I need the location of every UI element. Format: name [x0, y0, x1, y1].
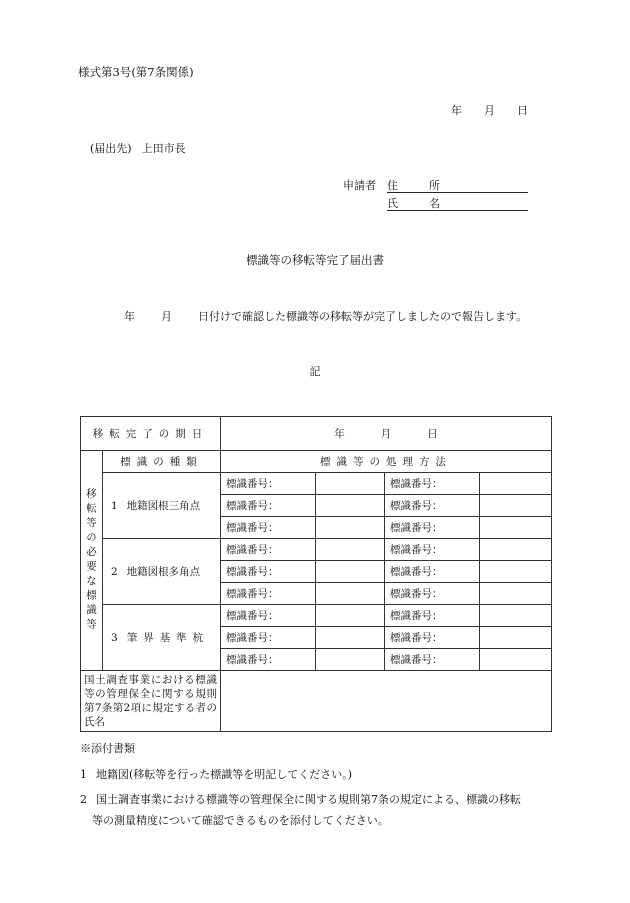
- marker-number-input[interactable]: [480, 561, 552, 583]
- name-field[interactable]: [387, 195, 528, 211]
- date-month: 月: [484, 104, 495, 117]
- completion-date-value[interactable]: [221, 417, 552, 451]
- recipient-label: (届出先): [90, 142, 132, 155]
- completion-year: 年: [334, 428, 345, 440]
- marker-number-label: 標識番号：: [385, 517, 480, 539]
- marker-number-input[interactable]: [480, 539, 552, 561]
- category-3: 3 筆界基準杭: [103, 605, 221, 671]
- marker-number-label: 標識番号：: [221, 605, 316, 627]
- marker-number-input[interactable]: [316, 517, 385, 539]
- marker-number-label: 標識番号：: [221, 495, 316, 517]
- marker-number-label: 標識番号：: [385, 495, 480, 517]
- submission-date: [429, 102, 528, 118]
- marker-number-input[interactable]: [480, 583, 552, 605]
- marker-number-input[interactable]: [480, 649, 552, 671]
- category-2: 2 地籍図根多角点: [103, 539, 221, 605]
- attachment-item-2: 2 国土調査事業における標識等の管理保全に関する規則第7条の規定による、標識の移転: [80, 793, 521, 806]
- responsible-person-input[interactable]: [221, 671, 552, 732]
- address-field[interactable]: [387, 177, 528, 193]
- date-year: 年: [451, 104, 462, 117]
- marker-number-input[interactable]: [480, 627, 552, 649]
- completion-day: 日: [427, 428, 438, 440]
- form-number: 様式第3号(第7条関係): [78, 65, 194, 79]
- attachment-item-1: 1 地籍図(移転等を行った標識等を明記してください。): [80, 768, 353, 781]
- vertical-label: 移転等の必要な標識等: [81, 451, 103, 671]
- marker-number-input[interactable]: [316, 473, 385, 495]
- marker-number-label: 標識番号：: [221, 649, 316, 671]
- marker-number-label: 標識番号：: [385, 583, 480, 605]
- marker-number-input[interactable]: [480, 495, 552, 517]
- body-year: 年: [124, 310, 135, 323]
- marker-number-input[interactable]: [316, 605, 385, 627]
- marker-number-input[interactable]: [316, 561, 385, 583]
- marker-number-label: 標識番号：: [221, 473, 316, 495]
- ki-heading: 記: [309, 365, 321, 378]
- attachment-item-2-cont: 等の測量精度について確認できるものを添付してください。: [92, 814, 389, 827]
- marker-number-label: 標識番号：: [385, 473, 480, 495]
- marker-number-label: 標識番号：: [385, 539, 480, 561]
- marker-number-input[interactable]: [480, 473, 552, 495]
- marker-table: [80, 416, 552, 732]
- body-month: 月: [161, 310, 172, 323]
- marker-number-label: 標識番号：: [221, 539, 316, 561]
- marker-number-label: 標識番号：: [385, 649, 480, 671]
- marker-number-label: 標識番号：: [385, 627, 480, 649]
- marker-number-input[interactable]: [316, 627, 385, 649]
- completion-month: 月: [380, 428, 392, 440]
- attachments-title: ※添付書類: [80, 742, 135, 755]
- recipient-value: 上田市長: [141, 142, 186, 155]
- type-header: 標識の種類: [103, 451, 221, 473]
- body-text: [124, 308, 527, 324]
- applicant-role: 申請者: [343, 179, 376, 192]
- responsible-person-label: 国土調査事業における標識等の管理保全に関する規則第7条第2項に規定する者の氏名: [81, 671, 221, 732]
- category-1: 1 地籍図根三角点: [103, 473, 221, 539]
- marker-number-input[interactable]: [480, 517, 552, 539]
- document-title: 標識等の移転等完了届出書: [246, 253, 384, 267]
- marker-number-label: 標識番号：: [385, 561, 480, 583]
- address-label: 住 所: [387, 179, 450, 192]
- method-header: 標識等の処理方法: [221, 451, 552, 473]
- date-day: 日: [517, 104, 528, 117]
- body-rest: 日付けで確認した標識等の移転等が完了しましたので報告します。: [198, 310, 528, 323]
- recipient: [90, 140, 186, 156]
- marker-number-label: 標識番号：: [221, 583, 316, 605]
- marker-number-label: 標識番号：: [221, 561, 316, 583]
- marker-number-label: 標識番号：: [385, 605, 480, 627]
- name-label: 氏 名: [387, 197, 450, 210]
- marker-number-input[interactable]: [316, 495, 385, 517]
- marker-number-label: 標識番号：: [221, 627, 316, 649]
- marker-number-input[interactable]: [316, 583, 385, 605]
- marker-number-input[interactable]: [316, 649, 385, 671]
- marker-number-input[interactable]: [480, 605, 552, 627]
- marker-number-input[interactable]: [316, 539, 385, 561]
- completion-date-label: 移転完了の期日: [81, 417, 221, 451]
- marker-number-label: 標識番号：: [221, 517, 316, 539]
